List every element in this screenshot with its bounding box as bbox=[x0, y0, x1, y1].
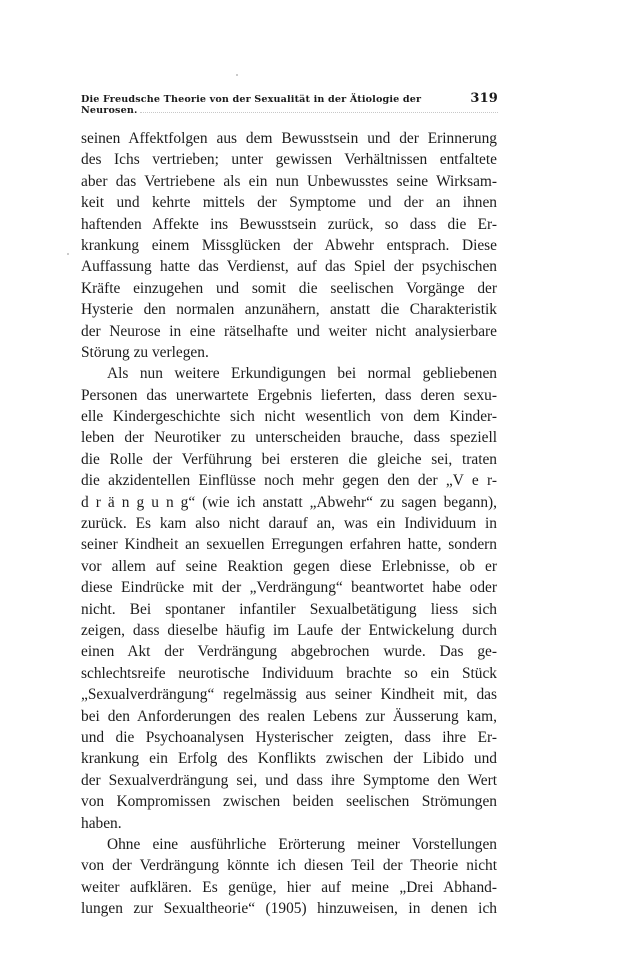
text-line: bei den Anforderungen des realen Lebens zur Äusserung kam, bbox=[81, 707, 497, 725]
text-line: haben. bbox=[81, 814, 122, 832]
text-line: und die Psychoanalysen Hysterischer zeigten, dass ihre Er- bbox=[81, 728, 497, 746]
text-line: elle Kindergeschichte sich nicht wesentlich von dem Kinder- bbox=[81, 408, 497, 426]
text-line: Hysterie den normalen anzunähern, anstatt die Charakteristik bbox=[81, 301, 497, 319]
text-line: weiter aufklären. Es genüge, hier auf meine „Drei Abhand- bbox=[81, 878, 497, 896]
text-line: zeigen, dass dieselbe häufig im Laufe der Entwickelung durch bbox=[81, 621, 497, 639]
text-line: vor allem auf seine Reaktion gegen diese Erlebnisse, ob er bbox=[81, 557, 497, 575]
running-title: Die Freudsche Theorie von der Sexualität in der Ätiologie der Neurosen. bbox=[81, 94, 422, 116]
text-line: Personen das unerwartete Ergebnis lieferten, dass deren sexu- bbox=[81, 386, 497, 404]
text-line: des Ichs vertrieben; unter gewissen Verhältnissen entfaltete bbox=[81, 151, 497, 169]
text-line: krankung einem Missglücken der Abwehr entsprach. Diese bbox=[81, 236, 497, 254]
text-line: Auffassung hatte das Verdienst, auf das Spiel der psychischen bbox=[81, 258, 497, 276]
text-line: Kräfte einzugehen und somit die seelischen Vorgänge der bbox=[81, 279, 497, 297]
text-line: Störung zu verlegen. bbox=[81, 343, 209, 361]
text-line: haftenden Affekte ins Bewusstsein zurück, so dass die Er- bbox=[81, 215, 497, 233]
scan-speck bbox=[67, 253, 69, 255]
paragraph bbox=[81, 363, 497, 834]
text-line: diese Eindrücke mit der „Verdrängung“ beantwortet habe oder bbox=[81, 579, 497, 597]
text-line: seiner Kindheit an sexuellen Erregungen erfahren hatte, sondern bbox=[81, 536, 497, 554]
paragraph bbox=[81, 128, 497, 363]
text-line: Ohne eine ausführliche Erörterung meiner Vorstellungen bbox=[107, 835, 497, 853]
text-line: die Rolle der Verführung bei ersteren die gleiche sei, traten bbox=[81, 450, 497, 468]
text-line: von der Verdrängung könnte ich diesen Teil der Theorie nicht bbox=[81, 857, 497, 875]
text-line: „Sexualverdrängung“ regelmässig aus seiner Kindheit mit, das bbox=[81, 686, 497, 704]
text-line: keit und kehrte mittels der Symptome und der an ihnen bbox=[81, 194, 497, 212]
text-line: zurück. Es kam also nicht darauf an, was ein Individuum in bbox=[81, 515, 497, 533]
header-rule bbox=[140, 112, 498, 114]
text-line: die akzidentellen Einflüsse noch mehr gegen den der „V e r- bbox=[81, 472, 497, 490]
text-line: Als nun weitere Erkundigungen bei normal gebliebenen bbox=[107, 365, 497, 383]
text-line: schlechtsreife neurotische Individuum brachte so ein Stück bbox=[81, 664, 497, 682]
scan-speck bbox=[236, 74, 238, 76]
text-line: der Neurose in eine rätselhafte und weiter nicht analysierbare bbox=[81, 322, 497, 340]
text-line: aber das Vertriebene als ein nun Unbewusstes seine Wirksam- bbox=[81, 172, 497, 190]
text-line: der Sexualverdrängung sei, und dass ihre Symptome den Wert bbox=[81, 771, 497, 789]
body-text bbox=[81, 128, 497, 919]
paragraph bbox=[81, 834, 497, 920]
text-line: von Kompromissen zwischen beiden seelischen Strömungen bbox=[81, 793, 497, 811]
text-line: leben der Neurotiker zu unterscheiden brauche, dass speziell bbox=[81, 429, 497, 447]
text-line: krankung ein Erfolg des Konflikts zwischen der Libido und bbox=[81, 750, 497, 768]
text-line: seinen Affektfolgen aus dem Bewusstsein und der Erinnerung bbox=[81, 130, 497, 147]
text-line: d r ä n g u n g“ (wie ich anstatt „Abwehr“ zu sagen begann), bbox=[81, 493, 497, 511]
page-number: 319 bbox=[470, 91, 498, 106]
text-line: nicht. Bei spontaner infantiler Sexualbetätigung liess sich bbox=[81, 600, 497, 618]
text-line: einen Akt der Verdrängung abgebrochen wurde. Das ge- bbox=[81, 643, 497, 661]
text-line: lungen zur Sexualtheorie“ (1905) hinzuweisen, in denen ich bbox=[81, 900, 497, 918]
